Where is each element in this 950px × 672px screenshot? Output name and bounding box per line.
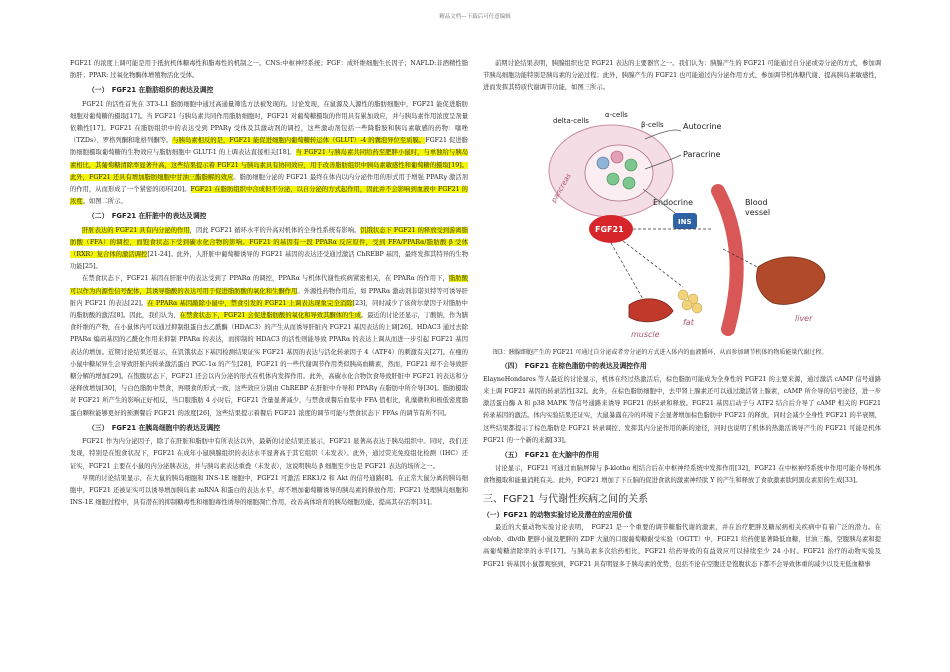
paragraph: FGF21 的浓度上调可能是用于抵抗机体糖毒性和脂毒性的机制之一。CNS:中枢神经系统；FGF：成纤维细胞生长因子；NAFLD:非酒精性脂肪肝；PPAR: 过氧化物酶体增殖物活化受体。 [70,60,468,80]
paragraph: 肝脏表达的 FGF21 具有内分泌的作用，因此 FGF21 循环水平的升高对机体的全身性系统有影响。饥饿状态下 FGF21 的释放受到游离脂肪酸（FFA）的调控，而饱食状态下受到碳水化合物的影响。FGF21 的基因有一段 PPARα 反应原件，受到 FFA/PPARα/脂肪酸 β 受体（RXR）复合体的激活调控[21-24]。此外，人肝脏中葡萄糖诱导的 FGF21 基因的表达还受通过激活 ChREBP 基因，最终发挥其特异的生物功能[25]。 [70,226,468,271]
paragraph: 前期讨论结果表明，胰腺组织也是 FGF21 表达的主要器官之一。我们认为：胰腺产生的 FGF21 可能通过自分泌或旁分泌的方式，参加调节胰岛细胞功能特别是胰岛素的分泌过程；此外，胰腺产生的 FGF21 也可能通过内分泌作用方式，参加调节机体糖代谢、提高胰岛素敏感性，进而发挥其特质代谢调节功能，如图三所示。 [483,60,881,92]
left-column [70,58,468,509]
subsection-heading: （一）FGF21 的动物实验讨论及潜在的应用价值 [483,510,633,519]
fgf21-label: FGF21 [595,224,624,234]
figure-3 [483,99,881,345]
paracrine-label: Paracrine [683,149,721,159]
paragraph: ElayneHondares 等人最近的讨论显示，机体在经过热激活后，棕色脂肪可能成为全身性的 FGF21 的主要来源，通过激活 cAMP 信号通路来上调 FGF21 基因的转录活性[32]。此外，在棕色脂肪细胞中，去甲肾上腺素还可以通过激活肾上腺素，cAMP 所介导的信号途径，进一步激活蛋白酶 A 和 p38 MAPK 等信号通路来诱导 FGF21 的转录和释放。FGF21 基因启动子与 ATF2 结合后介导了 cAMP 相关的 FGF21 转录基因的激活。体内实验结果还证实，大鼠暴露在冷的环境下会显著增加棕色脂肪中 FGF21 的释放，同时会减少全身性 FGF21 的半衰期，这些结果都提示了棕色脂肪是 FGF21 转录调控、发挥其内分泌作用的新的途径，同时也说明了机体的热激活诱导产生的 FGF21 可能是机体 FGF21 的一个新的来源[33]。 [483,375,881,444]
muscle-label: muscle [631,329,660,339]
liver-label: liver [795,313,813,323]
alpha-cell [611,151,623,163]
paragraph: 讨论显示，FGF21 可通过血脑屏障与 β-klotho 相结合后在中枢神经系统中发挥作用[32]，FGF21 在中枢神经系统中作用可能介导机体食物摄取和能量消耗有关。此外，FGF21 增加了下丘脑的促进食欲的激素神经肽 Y 的产生和释放了食欲激素肽阿黑皮素原的生成[33]。 [483,465,881,485]
section-heading-brain: （五） FGF21 在大脑中的作用 [501,451,600,460]
muscle-shape [629,298,673,321]
alpha-cells-label: α-cells [605,110,628,119]
chapter-heading: 三、FGF21 与代谢性疾病之间的关系 [483,493,649,505]
figure-caption: 图3：胰腺细胞产生的 FGF21 可通过自分泌或者旁分泌的方式进入体内的血液循环，从而参加调节机体的物质能量代谢过程。 [493,348,828,356]
pancreas-fgf21-diagram [533,99,833,345]
arrow-to-muscle [611,243,643,299]
paragraph: FGF21 的活性首先在 3T3-L1 脂肪细胞中通过高通量筛选方法被发现的。讨论发现，在鼠源及人源性的脂肪细胞中，FGF21 能促进脂肪细胞对葡萄糖的摄取[17]。当 FGF21 与胰岛素共同作用脂肪细胞时，FGF21 对葡萄糖摄取的作用具有累加效应，并与胰岛素作用浓度呈剂量依赖性[17]。FGF21 在脂肪组织中的表达受到 PPARγ 受体及其激动剂的调控，这些激动剂包括一些降脂胺和胰岛素敏感的药物：噻唑（TZDs）、罗格列酮和吡格列酮等。与胰岛素相反的是，FGF21 能促进细胞内葡萄糖转运体（GLUT）-4 的囊泡异位至质膜。FGF21 促进脂肪细胞摄取葡萄糖的生物效应与脂肪细胞中 GLUT-1 的上调表达直接相关[18]。当 FGF21 与胰岛素共同给药至肥胖小鼠时，与单独给与胰岛素相比，其葡萄糖清除率显著升高，这些结果提示着 FGF21 与胰岛素具有协同效应，用于改善脂肪组织中胰岛素敏感性和葡萄糖的摄取[19]。此外，FGF21 还具有增加脂肪细胞中甘油三酯脂解的效应。脂肪细胞分泌的 FGF21 最终在体内以内分泌作用的形式用于增强 PPARγ 激活剂的作用，从而形成了一个紧密的闭环[20]。FGF21 在脂肪组织中合成但不分泌，以自分泌的方式起作用，因此并不会影响到血液中 FGF21 的浓度。如图二所示。 [70,100,468,206]
beta-cell [607,173,619,185]
right-column [483,58,881,571]
delta-cell [597,157,609,169]
paragraph: 最近的大量动物实验讨论表明， FGF21 是一个重要的调节糖脂代谢的激素，并在治疗肥胖及糖尿病相关疾病中有着广泛的潜力。在 ob/ob、db/db 肥胖小鼠及肥胖的 ZDF 大鼠的口服葡萄糖耐受实验（OGTT）中，FGF21 给药使显著降低血糖，甘油三酯，空腹胰岛素和提高葡萄糖清除率的水平[17]。与胰岛素多次给药相比，FGF21 给药导致的有益效应可以持续至少 24 小时。FGF21 治疗的动物实验及 FGF21 转基因小鼠都观察到，FGF21 具有明显多于胰岛素的优势，包括不论在空腹还是饱腹状态下都不会导致体重的减少以及无低血糖事 [483,524,881,568]
paragraph: 早期的讨论结果显示，在大鼠的胰岛细胞和 INS-1E 细胞中，FGF21 可激活 ERK1/2 和 Akt 的信号通路[8]。在正常大鼠分离的胰岛细胞中，FGF21 还被证实可以诱导增加胰岛素 mRNA 和蛋白的表达水平，却不增加葡萄糖诱导的胰岛素的释放作用；FGF21 处理胰岛细胞和 INS-1E 细胞过程中，具有潜在的抑制糖毒性和细胞毒性诱导的细胞凋亡作用，改善高体培育的胰岛细胞功能，提高其存活率[31]。 [70,474,468,507]
section-heading-liver: （二） FGF21 在肝脏中的表达及调控 [88,212,207,221]
beta-cell [625,159,637,171]
paragraph: 在禁食状态下，FGF21 基因在肝脏中的表达受到了 PPARα 的调控，PPARα 与机体代谢性疾病紧密相关，在 PPARα 的作用下，脂肪酸可以作为内源性信号配体，其诱导脂酸的表达可用于促进脂肪酸的氧化和生酮作用。外源性药物作用后，如 PPARα 激动剂非诺贝特等可诱导肝脏内 FGF21 的表达[22]。在 PPARα 基因敲除小鼠中，禁食引发的 FGF21 上调表达现象完全消除[23]，同时减少了该荷尔蒙因子对脂肪中的脂肪酸的激活[8]。因此，我们认为，在禁食状态下，FGF21 会促进脂肪酸的氧化和导致其酮体的生成。最近的讨论还显示，丁酸钠，作为膳食纤维的产物，在小鼠体内可以通过抑制组蛋白去乙酰酶（HDAC3）的产生从而诱导肝脏内 FGF21 基因表达的上调[26]。HDAC3 通过去除 PPARα 编码基因的乙酰化作用来抑制 PPARα 的表达，而抑制的 HDAC3 的活性则能导致 PPARα 的表达上调从而进一步引起 FGF21 基因表达的增加。近期讨论结果还显示，在饥饿状态下基因检测结果证实 FGF21 基因的表达与活化转录因子 4（ATF4）的刺激有关[27]。在瘦的小鼠中糖尿异生会导致肝脏内转录激活蛋白 PGC-1α 的产生[28]，FGF21 的一些代谢调节作用类似胰高血糖素，然而，FGF21 却不会导致肝糖分解的增加[29]。在饱腹状态下，FGF21 还会以内分泌的形式在机体内发挥作用。此外，高碳水化合物饮食导致肝脏中 FGF21 的表达和分泌释放增加[30]，与白色脂肪中禁食，再喂食的形式一致，这些效应分别由 ChREBP 在肝脏中介导和 PPARγ 在脂肪中所介导[30]。脂肪摄取对 FGF21 所产生的影响正好相反，当口服脂肪 4 小时后，FGF21 含量显著减少，与禁食或餐后血浆中 FFA 值相比，乳糜微粒和极低密度脂蛋白颗粒能够更好的预测餐后 FGF21 的浓度[26]，这些结果提示着餐后 FGF21 浓度的调节可能与禁食状态下 FFAs 的调节有所不同。 [70,275,468,417]
paragraph: FGF21 作为内分泌因子，除了在肝脏和脂肪中有所表达以外，最新的讨论结果还显示，FGF21 显著高表达于胰岛组织中。同时，我们还发现，特别是在饱食状况下，FGF21 在成年小鼠胰腺组织的表达水平显著高于其它组织（未发表）。此外，通过荧光免疫组化检测（IHC）还证实，FGF21 主要在小鼠的内分泌胰表达，并与胰岛素表达重叠（未发表），这说明胰岛 β 细胞至少也是 FGF21 表达的场所之一。 [70,438,468,470]
liver-shape [756,257,825,304]
section-heading-brown-fat: （四） FGF21 在棕色脂肪中的表达及调控作用 [501,361,647,370]
page-header: 精品文档---下载后可任意编辑 [439,14,511,20]
blood-vessel-shape [718,191,737,329]
fat-cells [678,290,702,313]
section-heading-adipose: （一） FGF21 在脂肪组织的表达及调控 [88,86,214,95]
autocrine-label: Autocrine [683,121,722,131]
ins-label: INS [678,217,692,226]
pancreas-label: pancreas [549,171,573,204]
blood-label: Blood [745,197,768,207]
endocrine-label: Endocrine [653,197,693,207]
delta-cells-label: delta-cells [553,116,589,125]
beta-cell [623,177,635,189]
fat-label: fat [683,317,694,327]
section-heading-islet: （三） FGF21 在胰岛细胞中的表达及调控 [88,423,221,432]
vessel-label: vessel [745,207,771,217]
beta-cells-label: β-cells [641,120,664,129]
